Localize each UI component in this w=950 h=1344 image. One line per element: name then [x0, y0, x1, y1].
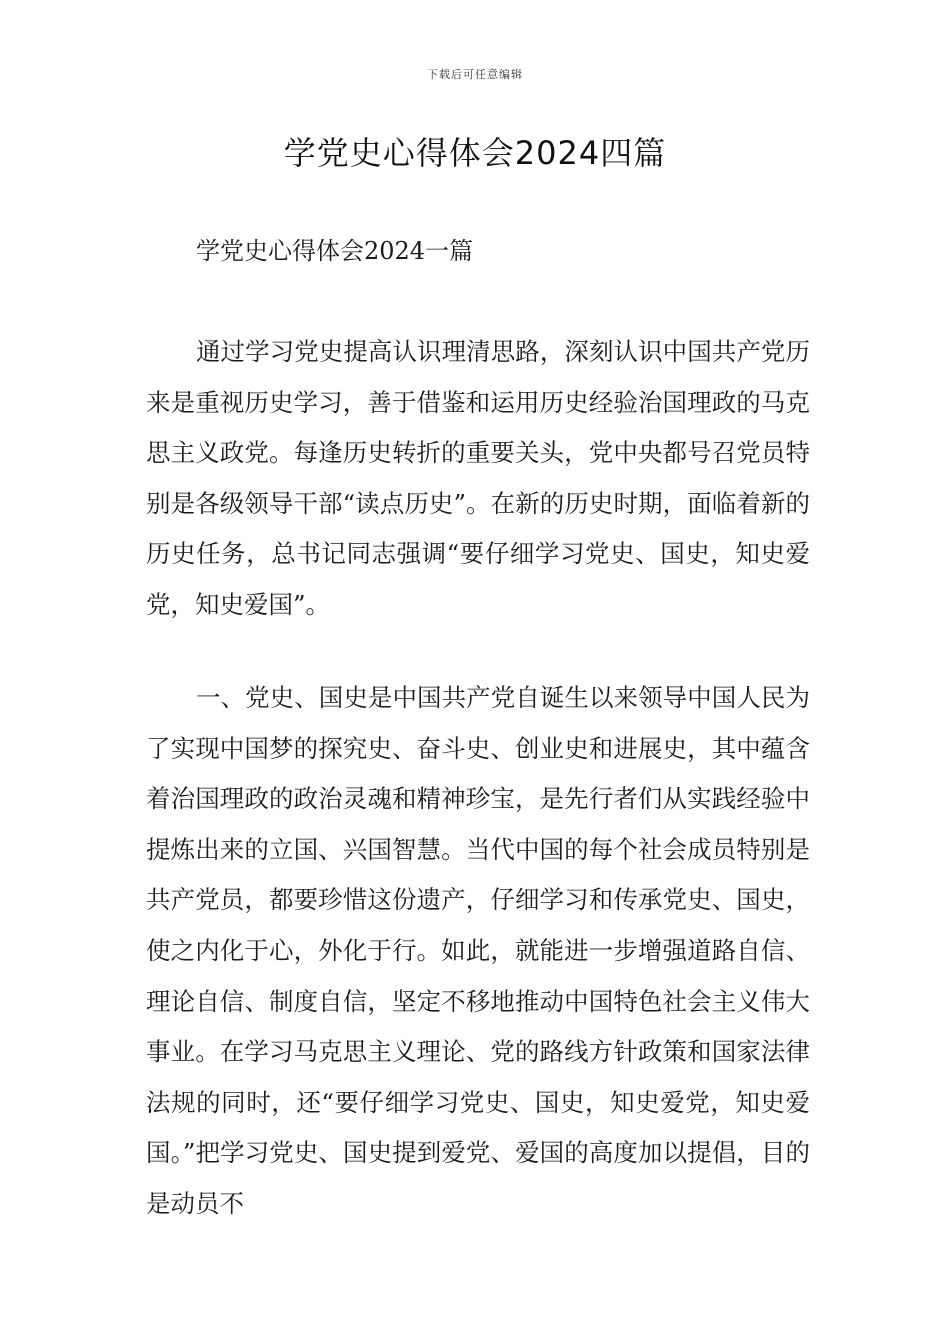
header-note: 下载后可任意编辑: [427, 68, 523, 81]
document-title: 学党史心得体会2024四篇: [283, 134, 667, 172]
body-paragraph: 一、党史、国史是中国共产党自诞生以来领导中国人民为了实现中国梦的探究史、奋斗史、创业史和进展史，其中蕴含着治国理政的政治灵魂和精神珍宝，是先行者们从实践经验中提炼出来的立国、兴国智慧。当代中国的每个社会成员特别是共产党员，都要珍惜这份遗产，仔细学习和传承党史、国史，使之内化于心，外化于行。如此，就能进一步增强道路自信、理论自信、制度自信，坚定不移地推动中国特色社会主义伟大事业。在学习马克思主义理论、党的路线方针政策和国家法律法规的同时，还“要仔细学习党史、国史，知史爱党，知史爱国。”把学习党史、国史提到爱党、爱国的高度加以提倡，目的是动员不: [146, 683, 810, 1218]
body-paragraph: 通过学习党史提高认识理清思路，深刻认识中国共产党历来是重视历史学习，善于借鉴和运用历史经验治国理政的马克思主义政党。每逢历史转折的重要关头，党中央都号召党员特别是各级领导干部“读点历史”。在新的历史时期，面临着新的历史任务，总书记同志强调“要仔细学习党史、国史，知史爱党，知史爱国”。: [146, 337, 810, 619]
section-heading: 学党史心得体会2024一篇: [196, 237, 474, 265]
